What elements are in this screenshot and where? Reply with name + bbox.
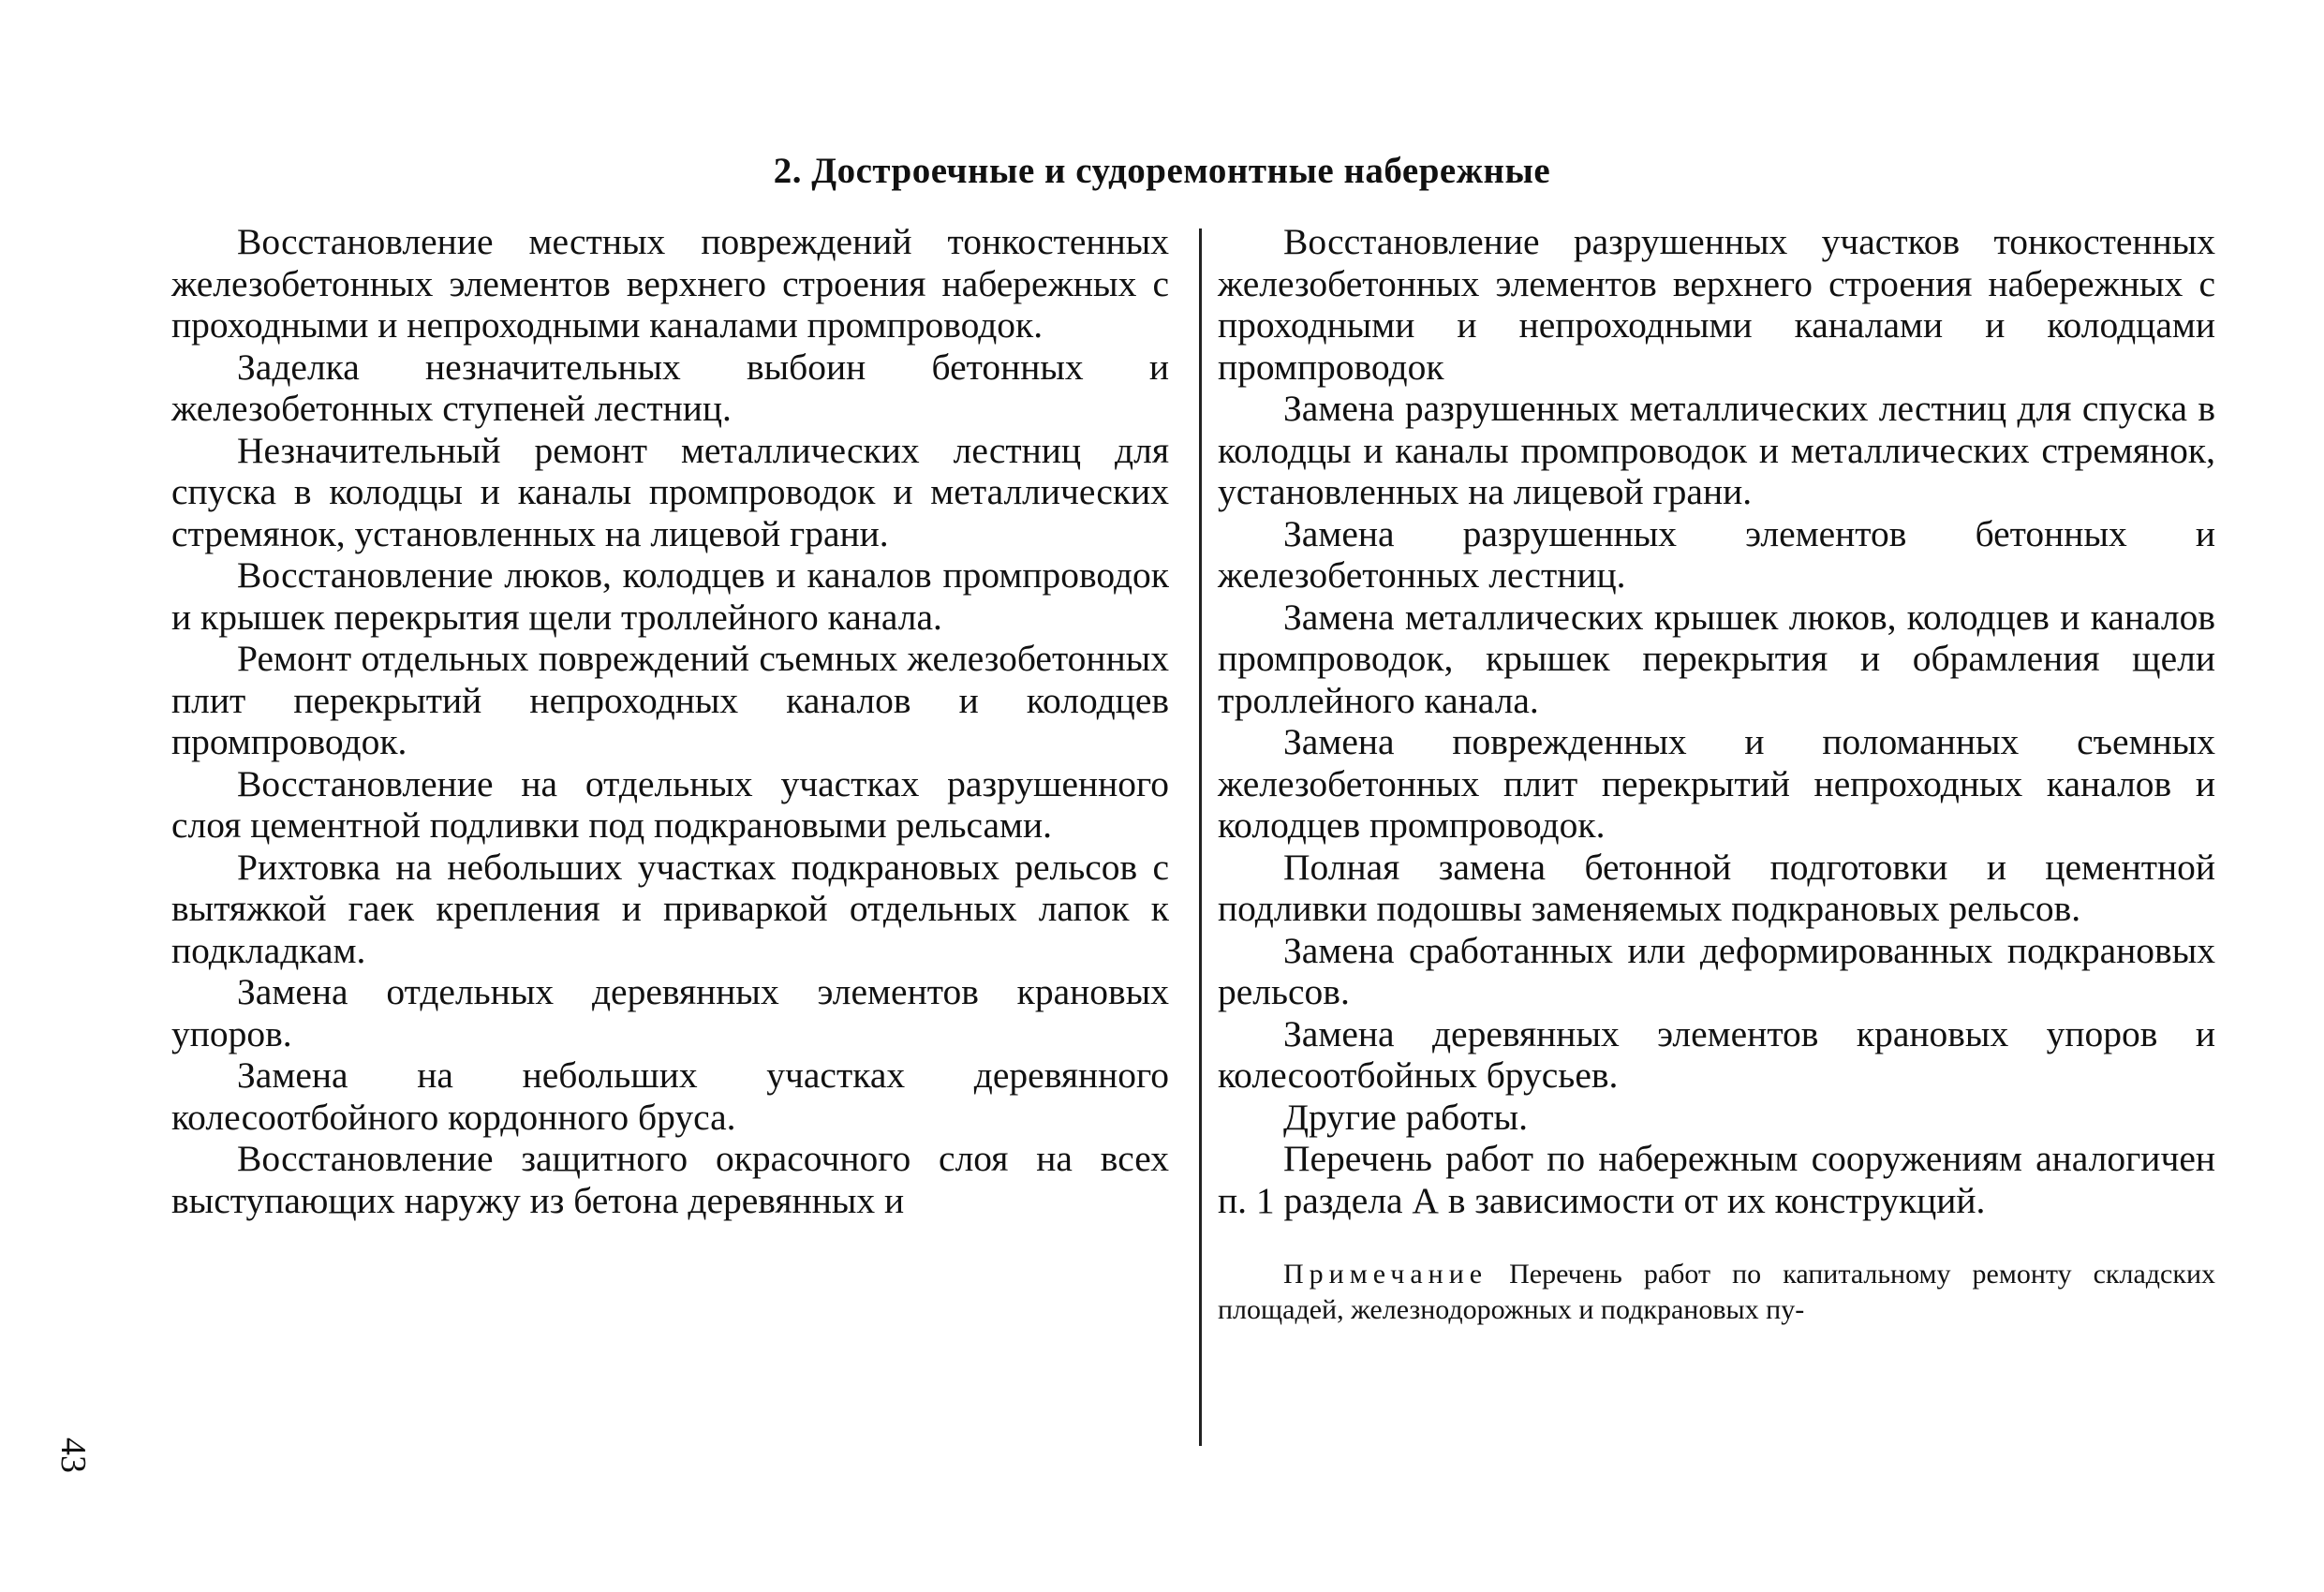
left-paragraph-10: Восстановление защитного окрасочного слоя на всех выступающих наружу из бетона деревянных и xyxy=(171,1138,1169,1221)
right-paragraph-8: Замена деревянных элементов крановых упоров и колесоотбойных брусьев. xyxy=(1218,1012,2215,1096)
left-paragraph-7: Рихтовка на небольших участках подкрановых рельсов с вытяжкой гаек крепления и приваркой отдельных лапок к подкладкам. xyxy=(171,846,1169,971)
footnote xyxy=(1218,1257,2215,1328)
footnote-text: Перечень работ по капитальному ремонту складских площадей, железнодорожных и подкрановых пу- xyxy=(1218,1259,2215,1325)
left-column xyxy=(171,221,1169,1221)
left-paragraph-1: Восстановление местных повреждений тонкостенных железобетонных элементов верхнего строения набережных с проходными и непроходными каналами промпроводок. xyxy=(171,221,1169,346)
right-paragraph-4: Замена металлических крышек люков, колодцев и каналов промпроводок, крышек перекрытия и обрамления щели троллейного канала. xyxy=(1218,596,2215,721)
right-paragraph-10: Перечень работ по набережным сооружениям аналогичен п. 1 раздела А в зависимости от их конструкций. xyxy=(1218,1138,2215,1221)
page-title: 2. Достроечные и судоремонтные набережные xyxy=(773,151,1551,191)
right-paragraph-2: Замена разрушенных металлических лестниц для спуска в колодцы и каналы промпроводок и металлических стремянок, установленных на лицевой грани. xyxy=(1218,388,2215,512)
column-divider xyxy=(1199,228,1202,1446)
right-column xyxy=(1218,221,2215,1356)
left-paragraph-4: Восстановление люков, колодцев и каналов промпроводок и крышек перекрытия щели троллейного канала. xyxy=(171,554,1169,638)
page-number: 43 xyxy=(53,1437,93,1473)
left-paragraph-2: Заделка незначительных выбоин бетонных и железобетонных ступеней лестниц. xyxy=(171,346,1169,429)
footnote-label: Примечание xyxy=(1283,1259,1488,1290)
right-paragraph-6: Полная замена бетонной подготовки и цементной подливки подошвы заменяемых подкрановых рельсов. xyxy=(1218,846,2215,929)
left-paragraph-3: Незначительный ремонт металлических лестниц для спуска в колодцы и каналы промпроводок и металлических стремянок, установленных на лицевой грани. xyxy=(171,429,1169,554)
right-paragraph-1: Восстановление разрушенных участков тонкостенных железобетонных элементов верхнего строения набережных с проходными и непроходными каналами и колодцами промпроводок xyxy=(1218,221,2215,388)
right-paragraph-5: Замена поврежденных и поломанных съемных железобетонных плит перекрытий непроходных каналов и колодцев промпроводок. xyxy=(1218,721,2215,846)
right-paragraph-9: Другие работы. xyxy=(1283,1096,1528,1138)
right-paragraph-7: Замена сработанных или деформированных подкрановых рельсов. xyxy=(1218,929,2215,1012)
right-paragraph-3: Замена разрушенных элементов бетонных и железобетонных лестниц. xyxy=(1218,512,2215,596)
left-paragraph-6: Восстановление на отдельных участках разрушенного слоя цементной подливки под подкрановыми рельсами. xyxy=(171,762,1169,846)
left-paragraph-9: Замена на небольших участках деревянного колесоотбойного кордонного бруса. xyxy=(171,1054,1169,1138)
left-paragraph-5: Ремонт отдельных повреждений съемных железобетонных плит перекрытий непроходных каналов и колодцев промпроводок. xyxy=(171,638,1169,762)
left-paragraph-8: Замена отдельных деревянных элементов крановых упоров. xyxy=(171,971,1169,1054)
